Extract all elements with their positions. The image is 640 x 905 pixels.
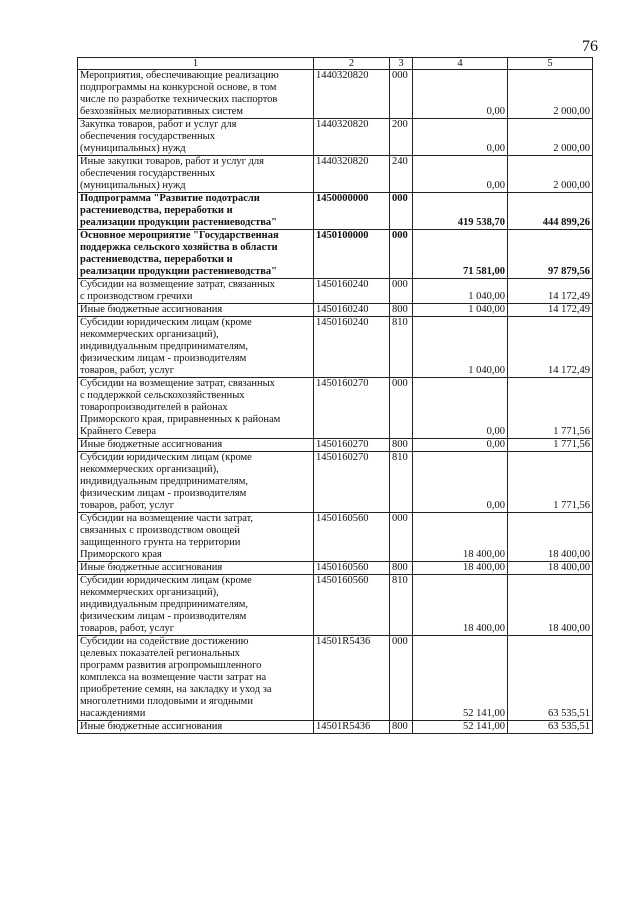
row-name-line: Иные закупки товаров, работ и услуг для	[80, 156, 264, 167]
value-col4-cell: 0,00	[413, 119, 508, 156]
table-row	[78, 513, 593, 562]
table-row	[78, 636, 593, 721]
column-header: 1	[78, 58, 314, 70]
row-name-cell	[78, 156, 314, 193]
row-name-line: числе по разработке технических паспортов	[80, 94, 278, 105]
row-name-cell	[78, 230, 314, 279]
code-cell: 1450160560	[314, 513, 390, 562]
expense-type-cell: 000	[390, 193, 413, 230]
expense-type-cell: 800	[390, 304, 413, 317]
expense-type-cell: 000	[390, 279, 413, 304]
table-header-row	[78, 58, 593, 70]
table-row	[78, 317, 593, 378]
row-name-line: товаров, работ, услуг	[80, 500, 175, 511]
table-row	[78, 721, 593, 734]
row-name-line: безхозяйных мелиоративных систем	[80, 106, 243, 117]
row-name-line: многолетними плодовыми и ягодными	[80, 696, 253, 707]
row-name-line: Иные бюджетные ассигнования	[80, 721, 223, 732]
expense-type-cell: 810	[390, 575, 413, 636]
column-header: 2	[314, 58, 390, 70]
row-name-line: Субсидии юридическим лицам (кроме	[80, 452, 252, 463]
row-name-line: индивидуальным предпринимателям,	[80, 599, 248, 610]
value-col4-cell: 52 141,00	[413, 636, 508, 721]
expense-type-cell: 000	[390, 513, 413, 562]
row-name-line: товаров, работ, услуг	[80, 365, 175, 376]
row-name-line: обеспечения государственных	[80, 131, 215, 142]
value-col4-cell: 1 040,00	[413, 317, 508, 378]
code-cell: 1440320820	[314, 119, 390, 156]
row-name-line: физическим лицам - производителям	[80, 353, 247, 364]
expense-type-cell: 200	[390, 119, 413, 156]
value-col4-cell: 18 400,00	[413, 513, 508, 562]
row-name-line: физическим лицам - производителям	[80, 488, 247, 499]
code-cell: 14501R5436	[314, 721, 390, 734]
value-col5-cell: 1 771,56	[508, 378, 593, 439]
value-col5-cell: 63 535,51	[508, 636, 593, 721]
value-col5-cell: 14 172,49	[508, 304, 593, 317]
expense-type-cell: 800	[390, 439, 413, 452]
column-header: 5	[508, 58, 593, 70]
expense-type-cell: 800	[390, 721, 413, 734]
page-number: 76	[582, 38, 598, 55]
row-name-line: защищенного грунта на территории	[80, 537, 241, 548]
expense-type-cell: 240	[390, 156, 413, 193]
value-col4-cell: 0,00	[413, 452, 508, 513]
value-col5-cell: 97 879,56	[508, 230, 593, 279]
value-col4-cell: 419 538,70	[413, 193, 508, 230]
value-col5-cell: 63 535,51	[508, 721, 593, 734]
table-row	[78, 119, 593, 156]
row-name-line: Иные бюджетные ассигнования	[80, 439, 223, 450]
value-col5-cell: 18 400,00	[508, 562, 593, 575]
row-name-line: Субсидии юридическим лицам (кроме	[80, 575, 252, 586]
row-name-line: товаропроизводителей в районах	[80, 402, 228, 413]
row-name-line: Субсидии на возмещение затрат, связанных	[80, 378, 275, 389]
code-cell: 1450160270	[314, 439, 390, 452]
table-row	[78, 279, 593, 304]
table-row	[78, 230, 593, 279]
column-header: 4	[413, 58, 508, 70]
code-cell: 1450160240	[314, 279, 390, 304]
column-header: 3	[390, 58, 413, 70]
row-name-line: некоммерческих организаций),	[80, 464, 219, 475]
value-col5-cell: 18 400,00	[508, 513, 593, 562]
value-col5-cell: 2 000,00	[508, 156, 593, 193]
value-col4-cell: 0,00	[413, 378, 508, 439]
row-name-line: Подпрограмма "Развитие подотрасли	[80, 193, 260, 204]
code-cell: 1440320820	[314, 156, 390, 193]
row-name-line: приобретение семян, на закладку и уход за	[80, 684, 272, 695]
row-name-line: Крайнего Севера	[80, 426, 156, 437]
value-col4-cell: 52 141,00	[413, 721, 508, 734]
expense-type-cell: 800	[390, 562, 413, 575]
row-name-line: поддержка сельского хозяйства в области	[80, 242, 278, 253]
code-cell: 1440320820	[314, 70, 390, 119]
row-name-line: Приморского края, приравненных к районам	[80, 414, 281, 425]
row-name-line: комплекса на возмещение части затрат на	[80, 672, 267, 683]
row-name-cell	[78, 562, 314, 575]
table-row	[78, 193, 593, 230]
row-name-line: обеспечения государственных	[80, 168, 215, 179]
expense-type-cell: 810	[390, 317, 413, 378]
table-row	[78, 304, 593, 317]
table-row	[78, 562, 593, 575]
value-col5-cell: 1 771,56	[508, 439, 593, 452]
expense-type-cell: 810	[390, 452, 413, 513]
expense-type-cell: 000	[390, 70, 413, 119]
value-col4-cell: 18 400,00	[413, 562, 508, 575]
table-row	[78, 378, 593, 439]
value-col4-cell: 18 400,00	[413, 575, 508, 636]
row-name-line: Субсидии юридическим лицам (кроме	[80, 317, 252, 328]
row-name-cell	[78, 279, 314, 304]
value-col4-cell: 1 040,00	[413, 279, 508, 304]
row-name-line: физическим лицам - производителям	[80, 611, 247, 622]
row-name-line: (муниципальных) нужд	[80, 143, 186, 154]
table-row	[78, 439, 593, 452]
row-name-line: Закупка товаров, работ и услуг для	[80, 119, 237, 130]
value-col5-cell: 444 899,26	[508, 193, 593, 230]
value-col4-cell: 0,00	[413, 156, 508, 193]
row-name-line: программ развития агропромышленного	[80, 660, 262, 671]
expense-type-cell: 000	[390, 636, 413, 721]
row-name-line: некоммерческих организаций),	[80, 329, 219, 340]
row-name-cell	[78, 513, 314, 562]
row-name-cell	[78, 119, 314, 156]
value-col4-cell: 0,00	[413, 70, 508, 119]
row-name-cell	[78, 439, 314, 452]
value-col5-cell: 14 172,49	[508, 279, 593, 304]
code-cell: 1450000000	[314, 193, 390, 230]
row-name-cell	[78, 193, 314, 230]
value-col4-cell: 71 581,00	[413, 230, 508, 279]
row-name-line: целевых показателей региональных	[80, 648, 240, 659]
code-cell: 1450160560	[314, 575, 390, 636]
row-name-line: Субсидии на содействие достижению	[80, 636, 249, 647]
value-col4-cell: 0,00	[413, 439, 508, 452]
row-name-line: растениеводства, переработки и	[80, 254, 233, 265]
row-name-cell	[78, 317, 314, 378]
row-name-cell	[78, 304, 314, 317]
row-name-line: подпрограммы на конкурсной основе, в том	[80, 82, 277, 93]
row-name-line: растениеводства, переработки и	[80, 205, 233, 216]
row-name-line: связанных с производством овощей	[80, 525, 240, 536]
value-col5-cell: 2 000,00	[508, 119, 593, 156]
row-name-line: с производством гречихи	[80, 291, 193, 302]
expense-type-cell: 000	[390, 378, 413, 439]
value-col5-cell: 1 771,56	[508, 452, 593, 513]
row-name-line: индивидуальным предпринимателям,	[80, 476, 248, 487]
code-cell: 1450160270	[314, 452, 390, 513]
code-cell: 1450160240	[314, 317, 390, 378]
code-cell: 1450160560	[314, 562, 390, 575]
row-name-line: товаров, работ, услуг	[80, 623, 175, 634]
table-row	[78, 452, 593, 513]
value-col5-cell: 14 172,49	[508, 317, 593, 378]
row-name-line: с поддержкой сельскохозяйственных	[80, 390, 245, 401]
row-name-line: Мероприятия, обеспечивающие реализацию	[80, 70, 279, 81]
row-name-line: реализации продукции растениеводства"	[80, 217, 278, 228]
code-cell: 14501R5436	[314, 636, 390, 721]
code-cell: 1450100000	[314, 230, 390, 279]
row-name-line: Субсидии на возмещение затрат, связанных	[80, 279, 275, 290]
table-row	[78, 156, 593, 193]
table-row	[78, 70, 593, 119]
value-col5-cell: 2 000,00	[508, 70, 593, 119]
row-name-line: Приморского края	[80, 549, 162, 560]
row-name-line: Основное мероприятие "Государственная	[80, 230, 279, 241]
row-name-line: некоммерческих организаций),	[80, 587, 219, 598]
row-name-cell	[78, 721, 314, 734]
row-name-cell	[78, 636, 314, 721]
code-cell: 1450160270	[314, 378, 390, 439]
value-col4-cell: 1 040,00	[413, 304, 508, 317]
row-name-cell	[78, 452, 314, 513]
row-name-line: Иные бюджетные ассигнования	[80, 562, 223, 573]
table-row	[78, 575, 593, 636]
value-col5-cell: 18 400,00	[508, 575, 593, 636]
expense-type-cell: 000	[390, 230, 413, 279]
row-name-line: индивидуальным предпринимателям,	[80, 341, 248, 352]
row-name-cell	[78, 575, 314, 636]
row-name-line: Иные бюджетные ассигнования	[80, 304, 223, 315]
row-name-line: Субсидии на возмещение части затрат,	[80, 513, 254, 524]
code-cell: 1450160240	[314, 304, 390, 317]
row-name-line: насаждениями	[80, 708, 146, 719]
row-name-cell	[78, 70, 314, 119]
row-name-line: реализации продукции растениеводства"	[80, 266, 278, 277]
row-name-cell	[78, 378, 314, 439]
budget-table	[77, 57, 593, 734]
row-name-line: (муниципальных) нужд	[80, 180, 186, 191]
